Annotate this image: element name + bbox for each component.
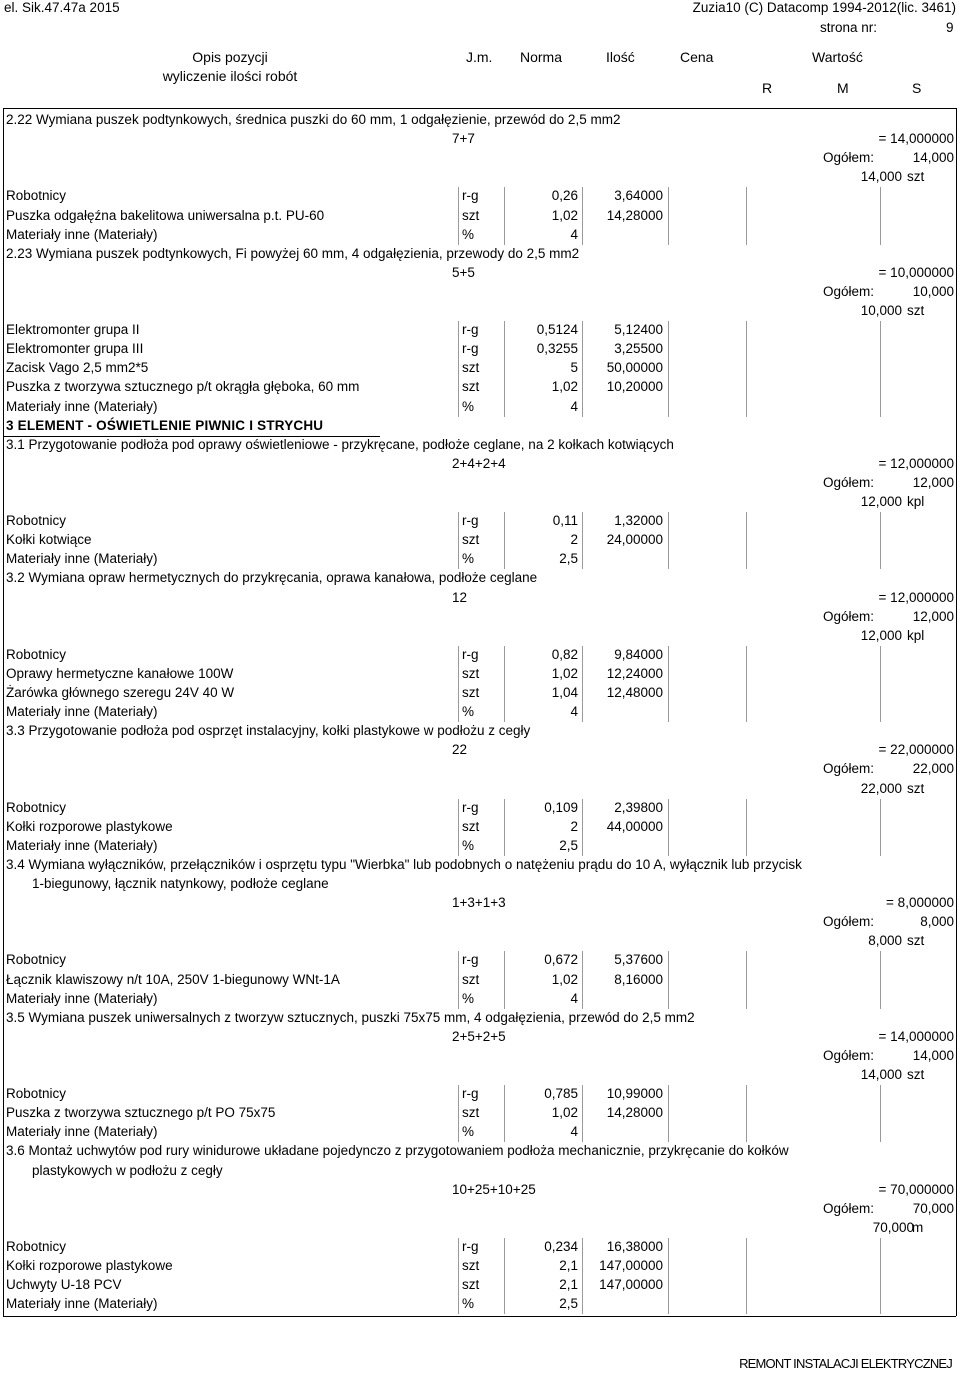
quantity-expression: 7+7 <box>452 131 475 147</box>
quantity-value: 12,000 <box>860 627 902 643</box>
section-heading: 3 ELEMENT - OŚWIETLENIE PIWNIC I STRYCHU <box>6 417 324 433</box>
resource-row <box>0 187 960 206</box>
resource-name: Żarówka głównego szeregu 24V 40 W <box>6 685 235 700</box>
resource-row <box>0 531 960 550</box>
resource-unit: r-g <box>462 188 479 204</box>
column-separator <box>582 321 583 417</box>
resource-unit: r-g <box>462 799 479 815</box>
resource-name: Puszka z tworzywa sztucznego p/t okrągła głęboka, 60 mm <box>6 379 360 395</box>
resource-norm: 0,672 <box>544 952 578 968</box>
column-separator <box>880 321 881 417</box>
resource-unit: r-g <box>462 1238 479 1254</box>
resource-row <box>0 321 960 340</box>
resource-amount: 10,99000 <box>606 1086 663 1102</box>
quantity-value: 8,000 <box>868 933 902 949</box>
total-label: Ogółem: <box>822 914 874 930</box>
resource-name: Puszka z tworzywa sztucznego p/t PO 75x75 <box>6 1105 276 1121</box>
resource-name: Robotnicy <box>6 952 67 968</box>
resource-norm: 2,5 <box>559 551 578 567</box>
position-title: 2.23 Wymiana puszek podtynkowych, Fi powyżej 60 mm, 4 odgałęzienia, przewody do 2,5 mm2 <box>6 245 580 261</box>
table-left-border <box>3 108 4 1316</box>
column-separator <box>504 187 505 244</box>
quantity-result: = 14,000000 <box>878 131 954 147</box>
column-separator <box>746 187 747 244</box>
resource-amount: 5,37600 <box>614 952 663 968</box>
resource-row <box>0 665 960 684</box>
quantity-result: = 12,000000 <box>878 589 954 605</box>
column-separator <box>504 951 505 1008</box>
resource-norm: 4 <box>570 226 578 242</box>
resource-unit: szt <box>462 379 480 395</box>
resource-unit: szt <box>462 1277 480 1293</box>
quantity-value: 10,000 <box>860 303 902 318</box>
resource-row <box>0 378 960 397</box>
position-title: 3.3 Przygotowanie podłoża pod osprzęt instalacyjny, kołki plastykowe w podłożu z cegły <box>6 723 531 739</box>
resource-unit: szt <box>462 1258 480 1273</box>
column-separator <box>668 646 669 722</box>
quantity-expression: 2+4+2+4 <box>452 455 506 471</box>
resource-row <box>0 207 960 226</box>
position-title: 2.22 Wymiana puszek podtynkowych, średnica puszki do 60 mm, 1 odgałęzienie, przewód do 2,5 mm2 <box>6 112 621 127</box>
column-separator <box>746 1085 747 1142</box>
resource-row <box>0 646 960 665</box>
col-opis: Opis pozycji <box>192 49 268 65</box>
resource-norm: 2,1 <box>559 1258 578 1273</box>
column-separator <box>880 512 881 569</box>
quantity-unit: kpl <box>907 494 925 509</box>
total-label: Ogółem: <box>822 761 874 777</box>
column-separator <box>458 187 459 244</box>
total-label: Ogółem: <box>822 1200 874 1216</box>
column-separator <box>582 1238 583 1314</box>
resource-amount: 3,64000 <box>614 188 663 204</box>
resource-norm: 4 <box>570 704 578 720</box>
resource-amount: 14,28000 <box>606 207 663 223</box>
position-title-cont: 1-biegunowy, łącznik natynkowy, podłoże ceglane <box>32 876 329 891</box>
resource-name: Elektromonter grupa III <box>6 341 144 357</box>
resource-unit: r-g <box>462 341 479 357</box>
resource-unit: r-g <box>462 322 479 338</box>
resource-norm: 1,02 <box>551 665 578 681</box>
quantity-unit: szt <box>907 303 925 318</box>
resource-name: Materiały inne (Materiały) <box>6 226 158 242</box>
resource-unit: szt <box>462 665 480 681</box>
total-value: 70,000 <box>912 1200 954 1216</box>
column-separator <box>668 187 669 244</box>
column-separator <box>504 1085 505 1142</box>
resource-name: Elektromonter grupa II <box>6 322 140 338</box>
column-separator <box>504 799 505 856</box>
resource-norm: 0,785 <box>544 1086 578 1102</box>
column-separator <box>880 646 881 722</box>
total-label: Ogółem: <box>822 474 874 490</box>
resource-norm: 0,109 <box>544 799 578 815</box>
column-separator <box>582 187 583 244</box>
column-separator <box>458 512 459 569</box>
resource-norm: 0,3255 <box>536 341 578 357</box>
col-s: S <box>912 80 922 96</box>
table-right-border <box>956 108 957 1316</box>
resource-name: Materiały inne (Materiały) <box>6 990 158 1006</box>
col-ilosc: Ilość <box>606 49 635 65</box>
column-separator <box>582 951 583 1008</box>
position-title: 3.4 Wymiana wyłączników, przełączników i osprzętu typu "Wierbka" lub podobnych o natężeniu prądu do 10 A, wyłącznik lub przycisk <box>6 856 802 872</box>
resource-amount: 12,48000 <box>606 685 663 700</box>
resource-row <box>0 684 960 703</box>
column-separator <box>458 1238 459 1314</box>
resource-name: Materiały inne (Materiały) <box>6 837 158 853</box>
resource-unit: % <box>462 1296 475 1312</box>
resource-norm: 2,1 <box>559 1277 578 1293</box>
resource-name: Materiały inne (Materiały) <box>6 1124 158 1140</box>
column-separator <box>458 1085 459 1142</box>
resource-unit: szt <box>462 1105 480 1121</box>
resource-name: Kołki rozporowe plastykowe <box>6 1258 173 1273</box>
resource-name: Oprawy hermetyczne kanałowe 100W <box>6 665 234 681</box>
col-jm: J.m. <box>466 49 493 65</box>
column-separator <box>504 321 505 417</box>
resource-norm: 4 <box>570 398 578 414</box>
column-separator <box>504 646 505 722</box>
resource-row <box>0 818 960 837</box>
resource-unit: % <box>462 1124 475 1140</box>
quantity-expression: 12 <box>452 589 468 605</box>
quantity-value: 70,000 <box>872 1219 914 1235</box>
resource-amount: 1,32000 <box>614 513 663 529</box>
quantity-result: = 22,000000 <box>878 742 954 758</box>
resource-amount: 50,00000 <box>606 360 663 376</box>
column-separator <box>458 799 459 856</box>
resource-unit: % <box>462 837 475 853</box>
column-separator <box>458 951 459 1008</box>
resource-row <box>0 359 960 378</box>
resource-norm: 0,11 <box>552 513 578 529</box>
position-title-cont: plastykowych w podłożu z cegły <box>32 1162 223 1178</box>
resource-amount: 24,00000 <box>606 532 663 548</box>
position-title: 3.2 Wymiana opraw hermetycznych do przykręcania, oprawa kanałowa, podłoże ceglane <box>6 570 538 586</box>
resource-unit: szt <box>462 532 480 548</box>
resource-norm: 2,5 <box>559 1296 578 1312</box>
total-value: 8,000 <box>920 914 954 930</box>
table-top-border <box>3 108 956 109</box>
resource-row <box>0 1123 960 1142</box>
column-separator <box>504 512 505 569</box>
column-separator <box>668 1085 669 1142</box>
software-license: Zuzia10 (C) Datacomp 1994-2012(lic. 3461) <box>692 0 956 15</box>
resource-name: Kołki kotwiące <box>6 532 92 548</box>
resource-name: Robotnicy <box>6 799 67 815</box>
resource-norm: 1,02 <box>551 207 578 223</box>
quantity-value: 12,000 <box>860 494 902 509</box>
column-separator <box>504 1238 505 1314</box>
resource-unit: r-g <box>462 513 479 529</box>
quantity-value: 22,000 <box>860 780 902 796</box>
resource-amount: 10,20000 <box>606 379 663 395</box>
resource-name: Kołki rozporowe plastykowe <box>6 818 173 834</box>
quantity-value: 14,000 <box>860 1067 902 1082</box>
total-label: Ogółem: <box>822 150 874 166</box>
resource-name: Robotnicy <box>6 646 67 662</box>
position-title: 3.6 Montaż uchwytów pod rury winidurowe układane pojedynczo z przygotowaniem podłoża mechanicznie, przykręcanie do kołków <box>6 1143 789 1159</box>
quantity-expression: 10+25+10+25 <box>452 1181 536 1197</box>
quantity-result: = 8,000000 <box>886 895 954 911</box>
column-separator <box>582 512 583 569</box>
resource-row <box>0 971 960 990</box>
resource-row <box>0 703 960 722</box>
column-separator <box>746 512 747 569</box>
resource-norm: 0,234 <box>544 1238 578 1254</box>
column-separator <box>582 1085 583 1142</box>
column-separator <box>880 951 881 1008</box>
resource-norm: 1,02 <box>551 1105 578 1121</box>
resource-amount: 2,39800 <box>614 799 663 815</box>
quantity-unit: szt <box>907 169 925 185</box>
column-separator <box>668 512 669 569</box>
resource-row <box>0 398 960 417</box>
total-value: 12,000 <box>912 608 954 624</box>
column-separator <box>458 646 459 722</box>
column-separator <box>582 799 583 856</box>
column-separator <box>880 799 881 856</box>
col-cena: Cena <box>680 49 714 65</box>
column-separator <box>668 799 669 856</box>
resource-norm: 4 <box>570 990 578 1006</box>
quantity-unit: szt <box>907 780 925 796</box>
resource-unit: % <box>462 226 475 242</box>
resource-norm: 2 <box>570 532 578 548</box>
resource-row <box>0 226 960 245</box>
resource-amount: 16,38000 <box>606 1238 663 1254</box>
resource-name: Materiały inne (Materiały) <box>6 1296 158 1312</box>
column-separator <box>880 1238 881 1314</box>
resource-unit: r-g <box>462 952 479 968</box>
column-separator <box>668 951 669 1008</box>
resource-amount: 147,00000 <box>599 1258 663 1273</box>
resource-unit: % <box>462 551 475 567</box>
document-code: el. Sik.47.47a 2015 <box>4 0 120 15</box>
resource-amount: 3,25500 <box>614 341 663 357</box>
quantity-expression: 22 <box>452 742 468 758</box>
resource-name: Łącznik klawiszowy n/t 10A, 250V 1-biegunowy WNt-1A <box>6 971 340 987</box>
resource-unit: szt <box>462 685 480 700</box>
col-m: M <box>837 80 849 96</box>
resource-norm: 1,02 <box>551 379 578 395</box>
position-title: 3.5 Wymiana puszek uniwersalnych z tworzyw sztucznych, puszki 75x75 mm, 4 odgałęzienia, przewód do 2,5 mm2 <box>6 1009 695 1025</box>
resource-name: Zacisk Vago 2,5 mm2*5 <box>6 360 149 376</box>
resource-row <box>0 1085 960 1104</box>
column-separator <box>746 951 747 1008</box>
document-title-footer: REMONT INSTALACJI ELEKTRYCZNEJ <box>739 1356 952 1371</box>
column-separator <box>880 187 881 244</box>
resource-name: Robotnicy <box>6 513 67 529</box>
quantity-unit: m <box>912 1219 924 1235</box>
resource-row <box>0 512 960 531</box>
resource-norm: 4 <box>570 1124 578 1140</box>
quantity-unit: kpl <box>907 627 925 643</box>
col-r: R <box>762 80 773 96</box>
total-value: 22,000 <box>912 761 954 777</box>
resource-name: Puszka odgałęźna bakelitowa uniwersalna p.t. PU-60 <box>6 207 325 223</box>
quantity-unit: szt <box>907 1067 925 1082</box>
quantity-expression: 1+3+1+3 <box>452 895 506 911</box>
resource-row <box>0 1238 960 1257</box>
resource-amount: 12,24000 <box>606 665 663 681</box>
col-norma: Norma <box>520 49 563 65</box>
resource-norm: 5 <box>570 360 578 376</box>
resource-row <box>0 951 960 970</box>
resource-row <box>0 1257 960 1276</box>
quantity-expression: 5+5 <box>452 264 475 280</box>
resource-row <box>0 550 960 569</box>
column-separator <box>746 646 747 722</box>
resource-amount: 147,00000 <box>599 1277 663 1293</box>
resource-name: Robotnicy <box>6 1238 67 1254</box>
total-value: 10,000 <box>912 283 954 299</box>
resource-amount: 9,84000 <box>614 646 663 662</box>
resource-unit: % <box>462 704 475 720</box>
page-label: strona nr: <box>820 20 878 35</box>
column-separator <box>746 321 747 417</box>
total-label: Ogółem: <box>822 283 874 299</box>
resource-norm: 1,02 <box>551 971 578 987</box>
resource-row <box>0 1276 960 1295</box>
resource-row <box>0 1104 960 1123</box>
resource-norm: 0,5124 <box>536 322 578 338</box>
resource-norm: 1,04 <box>551 685 578 700</box>
table-bottom-border <box>3 1316 956 1317</box>
resource-name: Materiały inne (Materiały) <box>6 704 158 720</box>
resource-unit: szt <box>462 360 480 376</box>
resource-row <box>0 990 960 1009</box>
column-separator <box>668 1238 669 1314</box>
resource-norm: 0,82 <box>551 646 578 662</box>
col-opis-sub: wyliczenie ilości robót <box>162 68 298 84</box>
resource-name: Robotnicy <box>6 188 67 204</box>
column-separator <box>582 646 583 722</box>
quantity-expression: 2+5+2+5 <box>452 1028 506 1044</box>
col-wartosc: Wartość <box>812 49 863 65</box>
resource-row <box>0 837 960 856</box>
resource-row <box>0 340 960 359</box>
resource-amount: 14,28000 <box>606 1105 663 1121</box>
column-separator <box>458 321 459 417</box>
resource-unit: r-g <box>462 1086 479 1102</box>
resource-row <box>0 1295 960 1314</box>
quantity-unit: szt <box>907 933 925 949</box>
quantity-result: = 14,000000 <box>878 1028 954 1044</box>
resource-name: Uchwyty U-18 PCV <box>6 1277 122 1293</box>
column-separator <box>880 1085 881 1142</box>
position-title: 3.1 Przygotowanie podłoża pod oprawy oświetleniowe - przykręcane, podłoże ceglane, na 2 kołkach kotwiących <box>6 436 674 452</box>
resource-amount: 8,16000 <box>614 971 663 987</box>
quantity-result: = 12,000000 <box>878 455 954 471</box>
resource-name: Materiały inne (Materiały) <box>6 551 158 567</box>
resource-norm: 2 <box>570 818 578 834</box>
resource-amount: 44,00000 <box>606 818 663 834</box>
column-separator <box>668 321 669 417</box>
total-value: 14,000 <box>912 150 954 166</box>
total-label: Ogółem: <box>822 1047 874 1063</box>
total-label: Ogółem: <box>822 608 874 624</box>
resource-unit: % <box>462 990 475 1006</box>
resource-unit: szt <box>462 818 480 834</box>
total-value: 14,000 <box>912 1047 954 1063</box>
quantity-result: = 10,000000 <box>878 264 954 280</box>
resource-unit: % <box>462 398 475 414</box>
resource-name: Materiały inne (Materiały) <box>6 398 158 414</box>
resource-row <box>0 799 960 818</box>
resource-norm: 0,26 <box>551 188 578 204</box>
page-number: 9 <box>946 20 954 35</box>
column-separator <box>746 1238 747 1314</box>
resource-unit: szt <box>462 971 480 987</box>
resource-unit: r-g <box>462 646 479 662</box>
quantity-value: 14,000 <box>860 169 902 185</box>
quantity-result: = 70,000000 <box>878 1181 954 1197</box>
resource-norm: 2,5 <box>559 837 578 853</box>
resource-amount: 5,12400 <box>614 322 663 338</box>
total-value: 12,000 <box>912 474 954 490</box>
column-separator <box>746 799 747 856</box>
resource-name: Robotnicy <box>6 1086 67 1102</box>
resource-unit: szt <box>462 207 480 223</box>
